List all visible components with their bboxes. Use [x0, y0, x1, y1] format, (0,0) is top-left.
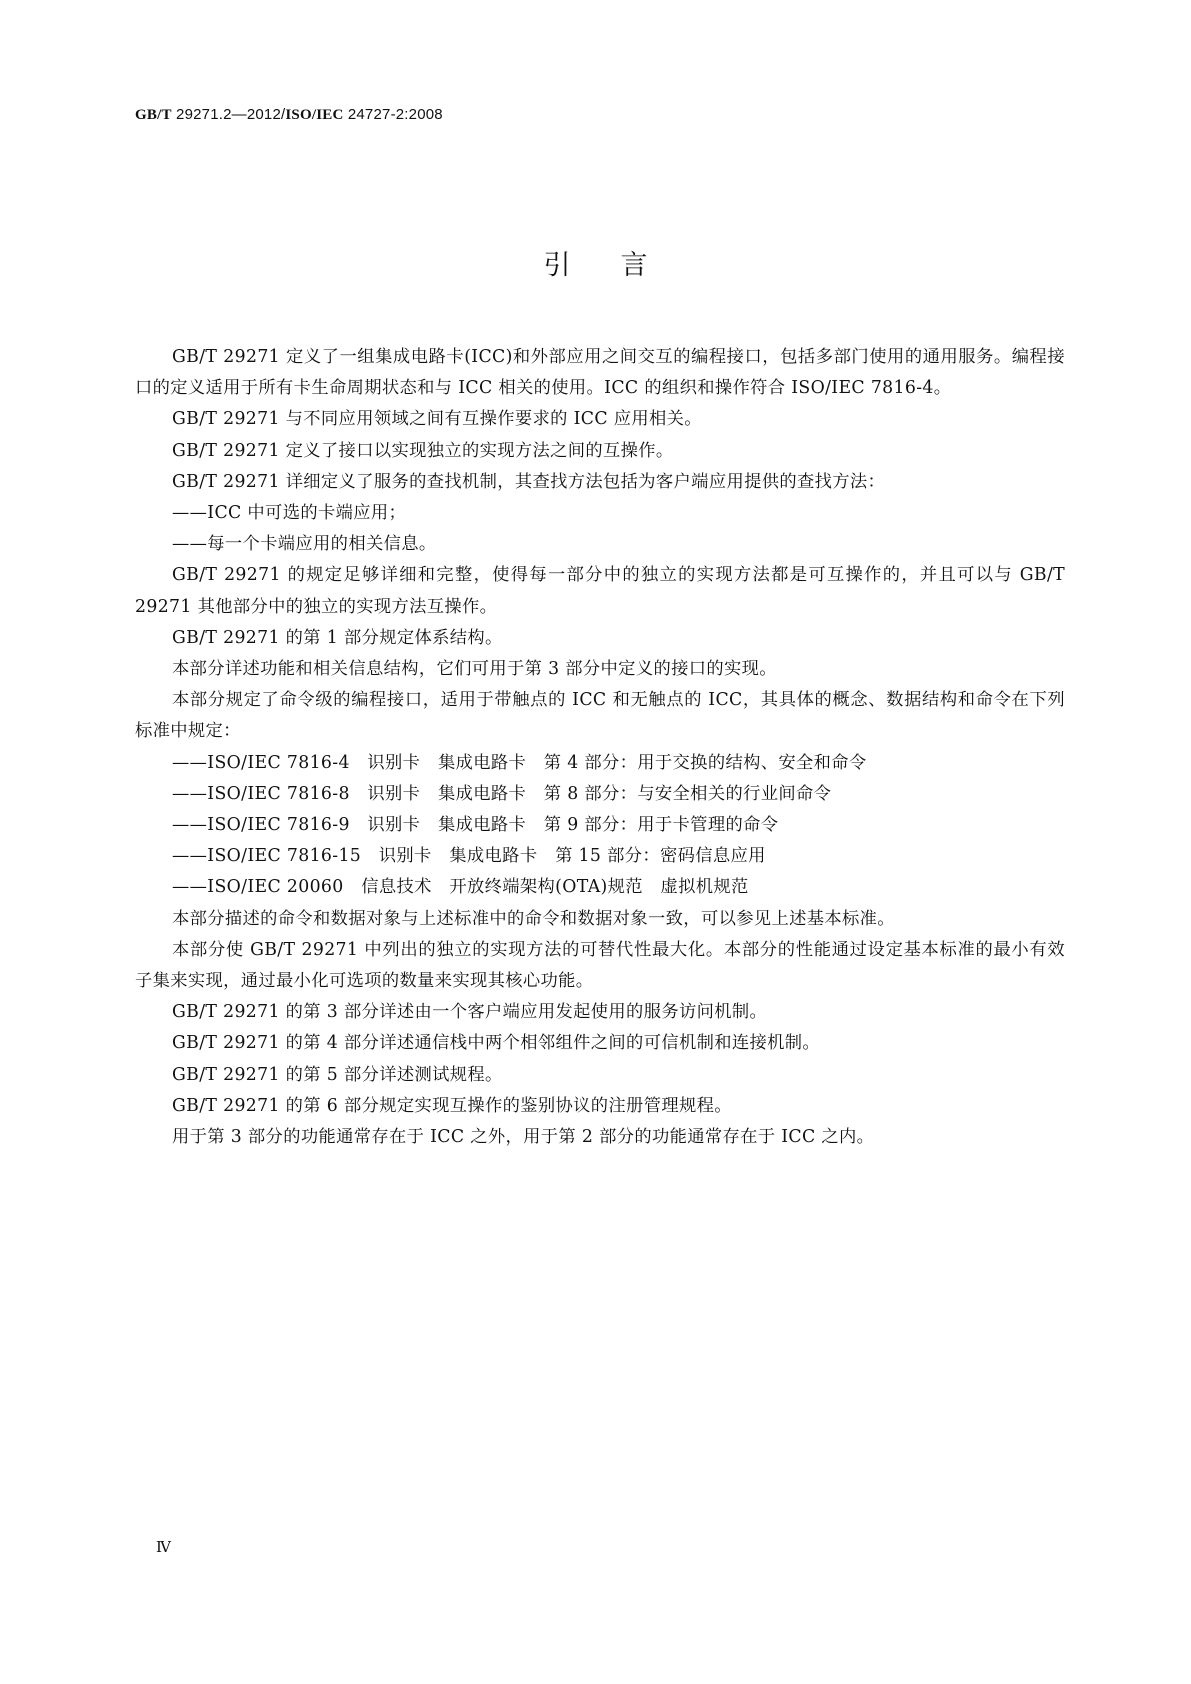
paragraph: GB/T 29271 的第 6 部分规定实现互操作的鉴别协议的注册管理规程。 [172, 1095, 732, 1116]
list-item: ——ISO/IEC 7816-8 识别卡 集成电路卡 第 8 部分：与安全相关的行业间命令 [172, 783, 832, 804]
paragraph: GB/T 29271 详细定义了服务的查找机制，其查找方法包括为客户端应用提供的查找方法： [172, 471, 886, 492]
paragraph: GB/T 29271 的第 4 部分详述通信栈中两个相邻组件之间的可信机制和连接机制。 [172, 1033, 821, 1054]
paragraph: GB/T 29271 定义了接口以实现独立的实现方法之间的互操作。 [172, 440, 674, 461]
paragraph: 本部分规定了命令级的编程接口，适用于带触点的 ICC 和无触点的 ICC，其具体的概念、数据结构和命令在下列标准中规定： [135, 690, 1065, 742]
document-header [135, 106, 443, 124]
page-number: Ⅳ [156, 1540, 171, 1556]
document-body [135, 342, 1065, 1153]
paragraph: GB/T 29271 与不同应用领域之间有互操作要求的 ICC 应用相关。 [172, 409, 702, 430]
list-item: ——ISO/IEC 20060 信息技术 开放终端架构(OTA)规范 虚拟机规范 [172, 877, 749, 898]
paragraph: GB/T 29271 的第 5 部分详述测试规程。 [172, 1064, 503, 1085]
paragraph: GB/T 29271 的第 3 部分详述由一个客户端应用发起使用的服务访问机制。 [172, 1002, 768, 1023]
list-item: ——ISO/IEC 7816-15 识别卡 集成电路卡 第 15 部分：密码信息应用 [172, 846, 766, 867]
header-standard-prefix: GB/T [135, 107, 172, 123]
list-item: ——ISO/IEC 7816-4 识别卡 集成电路卡 第 4 部分：用于交换的结构、安全和命令 [172, 752, 867, 773]
list-item: ——每一个卡端应用的相关信息。 [172, 534, 437, 555]
paragraph: 本部分详述功能和相关信息结构，它们可用于第 3 部分中定义的接口的实现。 [172, 659, 777, 680]
paragraph: 本部分使 GB/T 29271 中列出的独立的实现方法的可替代性最大化。本部分的性能通过设定基本标准的最小有效子集来实现，通过最小化可选项的数量来实现其核心功能。 [135, 939, 1065, 992]
paragraph: GB/T 29271 的规定足够详细和完整，使得每一部分中的独立的实现方法都是可互操作的，并且可以与 GB/T 29271 其他部分中的独立的实现方法互操作。 [135, 565, 1065, 617]
page-title: 引言 [543, 250, 698, 281]
header-iso-prefix: ISO/IEC [285, 107, 344, 123]
paragraph: 本部分描述的命令和数据对象与上述标准中的命令和数据对象一致，可以参见上述基本标准。 [172, 908, 895, 929]
header-iso-number: 24727-2:2008 [343, 106, 443, 123]
header-standard-number: 29271.2—2012/ [171, 106, 286, 123]
list-item: ——ICC 中可选的卡端应用； [172, 503, 407, 524]
list-item: ——ISO/IEC 7816-9 识别卡 集成电路卡 第 9 部分：用于卡管理的命令 [172, 815, 779, 836]
paragraph: GB/T 29271 定义了一组集成电路卡(ICC)和外部应用之间交互的编程接口，包括多部门使用的通用服务。编程接口的定义适用于所有卡生命周期状态和与 ICC 相关的使用。ICC 的组织和操作符合 ISO/IEC 7816-4。 [135, 347, 1065, 399]
paragraph: 用于第 3 部分的功能通常存在于 ICC 之外，用于第 2 部分的功能通常存在于 ICC 之内。 [172, 1127, 875, 1148]
paragraph: GB/T 29271 的第 1 部分规定体系结构。 [172, 627, 503, 648]
